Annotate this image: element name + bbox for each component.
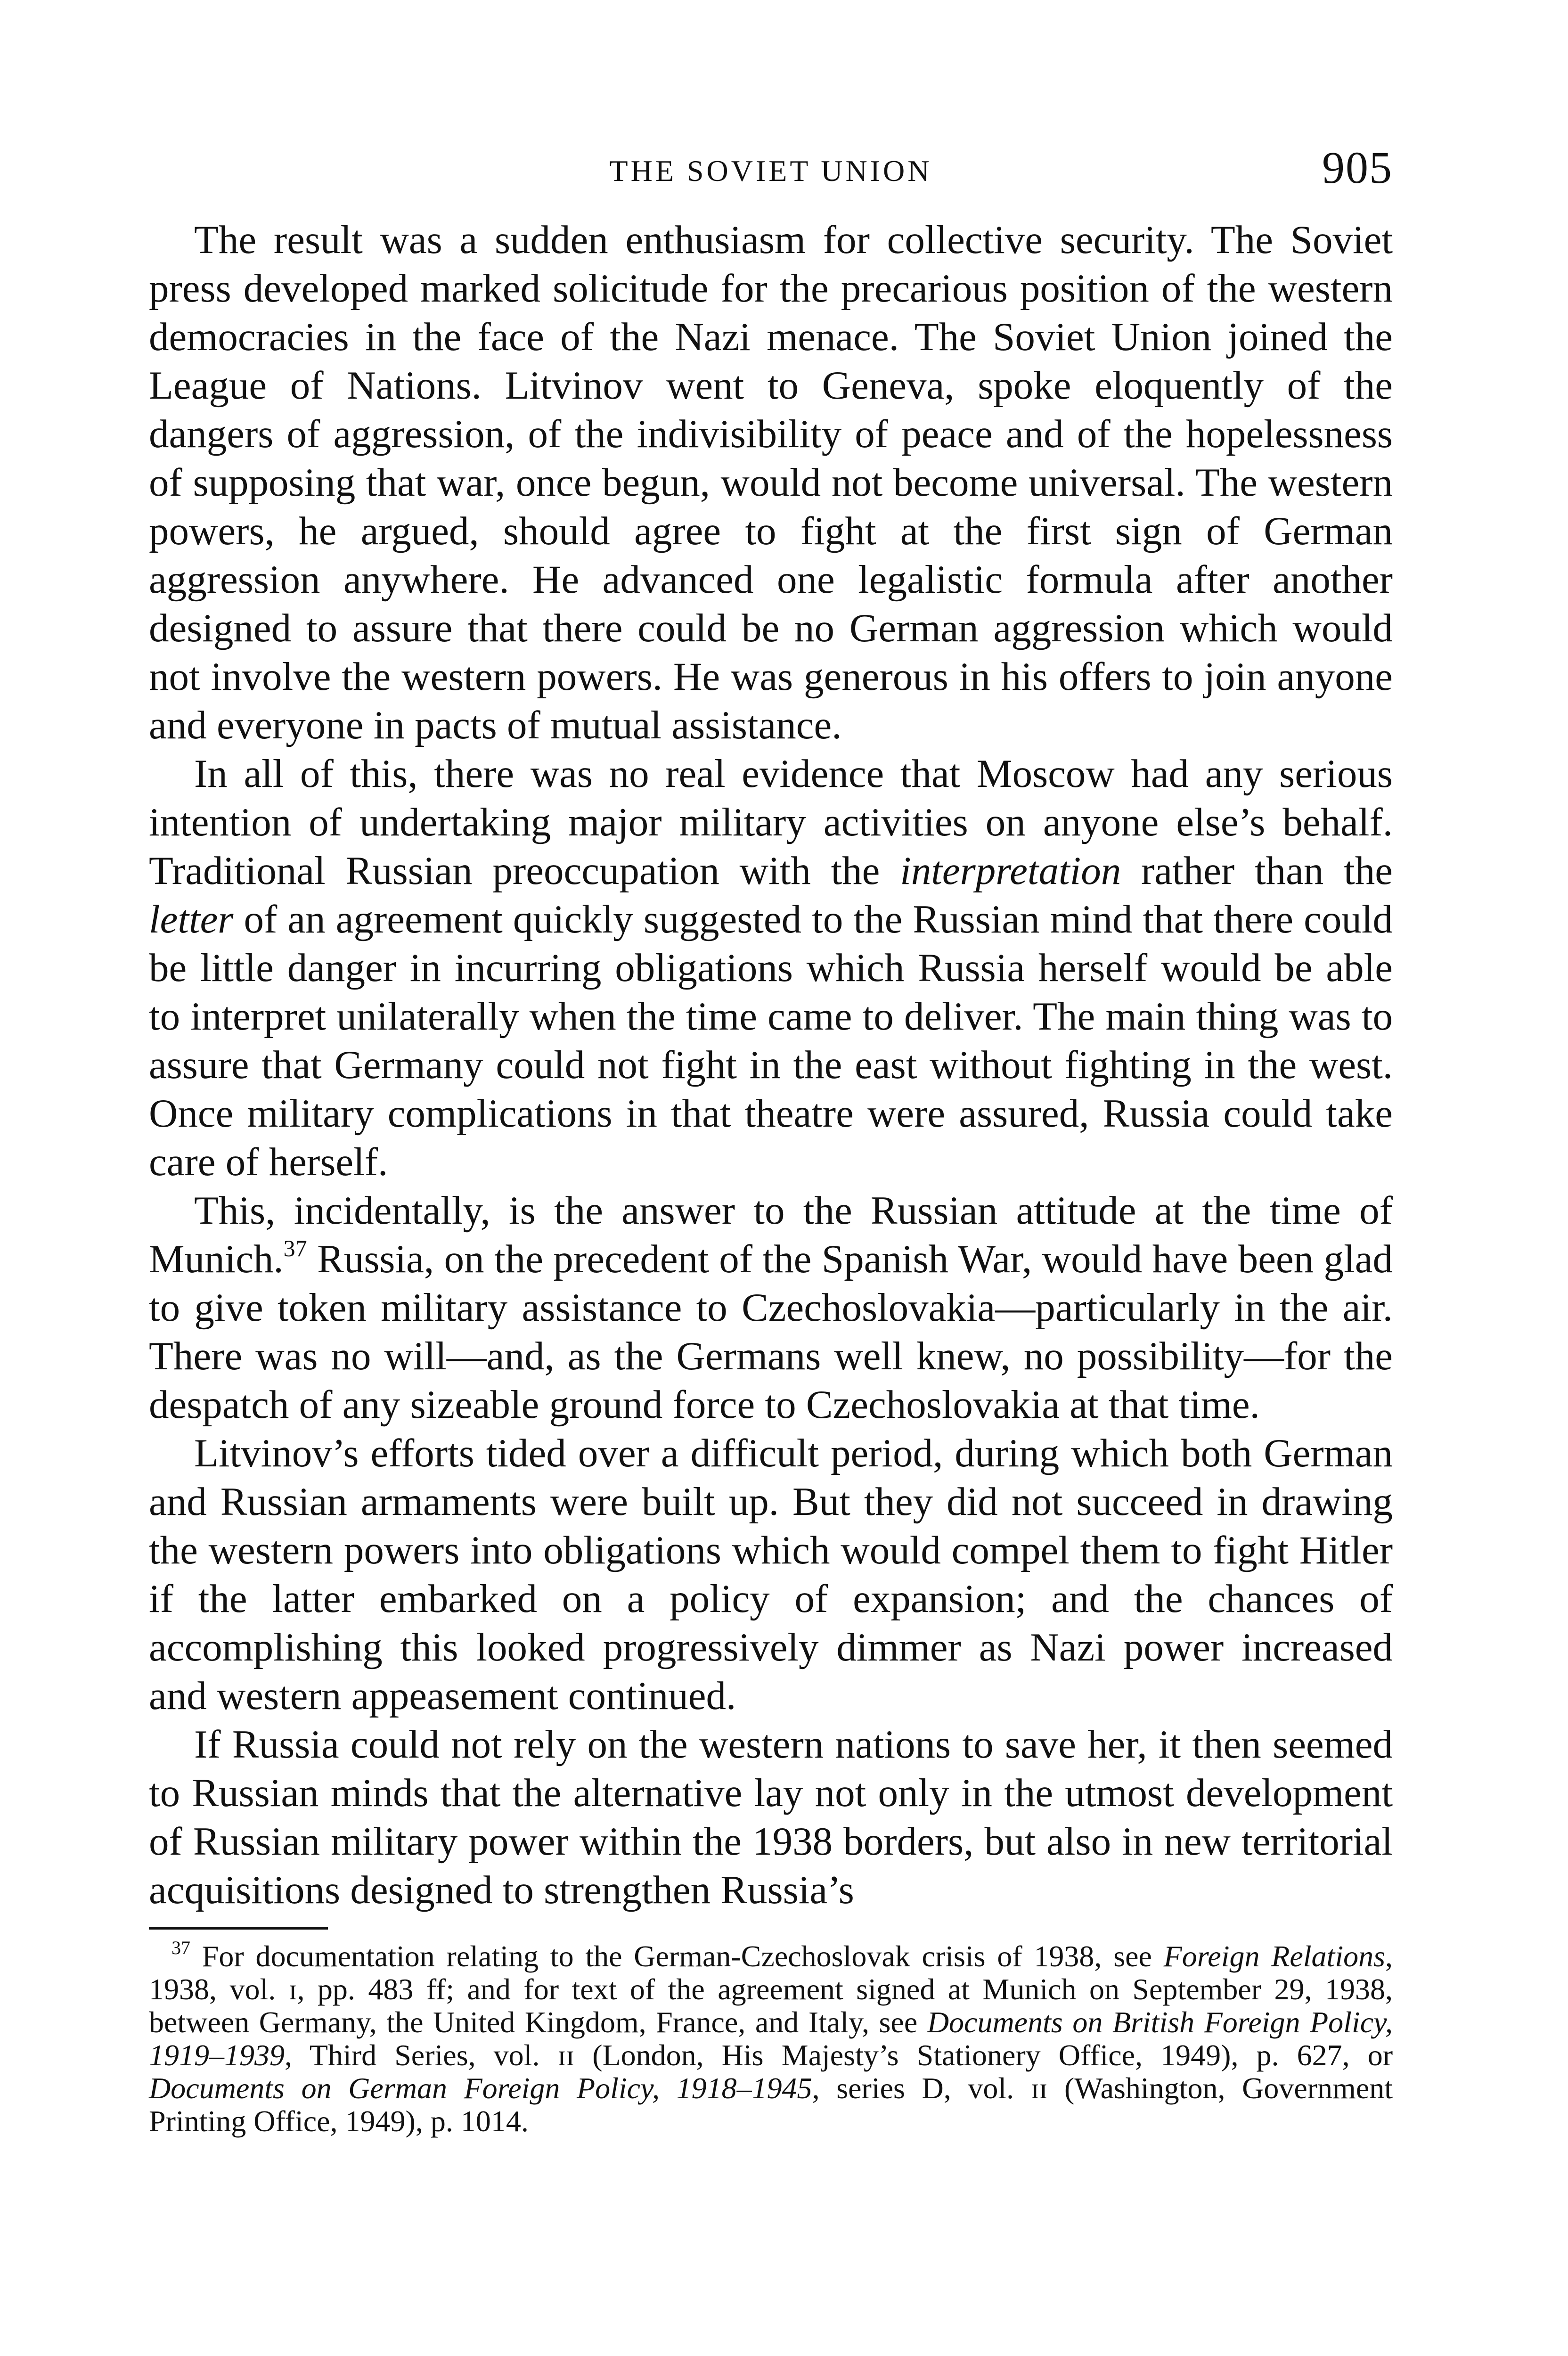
footnote-text-3: , Third Series, vol. ɪɪ (London, His Majesty’s Stationery Office, 1949), p. 627, or	[285, 2038, 1393, 2072]
paragraph-1: The result was a sudden enthusiasm for collective security. The Soviet press developed marked solicitude for the precarious position of the western democracies in the face of the Nazi menace. The Soviet Union joined the League of Nations. Litvinov went to Geneva, spoke eloquently of the dangers of aggression, of the indivisibility of peace and of the hopelessness of supposing that war, once begun, would not become universal. The western powers, he argued, should agree to fight at the first sign of German aggression anywhere. He advanced one legalistic formula after another designed to assure that there could be no German aggression which would not involve the western powers. He was generous in his offers to join anyone and everyone in pacts of mutual assistance.	[149, 218, 1393, 747]
paragraph-2-text-b: rather than the	[1121, 849, 1393, 893]
footnote-divider	[149, 1927, 328, 1930]
footnote-reference: 37	[283, 1235, 307, 1261]
paragraph-4: Litvinov’s efforts tided over a difficult period, during which both German and Russian armaments were built up. But they did not succeed in drawing the western powers into obligations which would compel them to fight Hitler if the latter embarked on a policy of expansion; and the chances of accomplishing this looked progressively dimmer as Nazi power increased and western appeasement continued.	[149, 1431, 1393, 1718]
paragraph-3-text-b: Russia, on the precedent of the Spanish War, would have been glad to give token military assistance to Czechoslovakia—particularly in the air. There was no will—and, as the Germans well knew, no possibility—for the despatch of any sizeable ground force to Czechoslovakia at that time.	[149, 1237, 1393, 1427]
page-number: 905	[1322, 142, 1393, 193]
italic-letter: letter	[149, 897, 234, 941]
footnote-italic-foreign-relations: Foreign Relations	[1163, 1939, 1385, 1973]
paragraph-3	[149, 1186, 1393, 1429]
paragraph-2-text-a: In all of this, there was no real evidence that Moscow had any serious intention of undertaking major military activities on anyone else’s behalf. Traditional Russian preoccupation with the	[149, 752, 1393, 893]
italic-interpretation: interpretation	[900, 849, 1121, 893]
footnote-text-1: For documentation relating to the German-Czechoslovak crisis of 1938, see	[190, 1939, 1164, 1973]
running-title: THE SOVIET UNION	[609, 154, 932, 188]
paragraph-2-text-c: of an agreement quickly suggested to the Russian mind that there could be little danger in incurring obligations which Russia herself would be able to interpret unilaterally when the time came to deliver. The main thing was to assure that Germany could not fight in the east without fighting in the west. Once military complications in that theatre were assured, Russia could take care of herself.	[149, 897, 1393, 1184]
running-head	[149, 141, 1393, 198]
paragraph-2	[149, 750, 1393, 1186]
footnote	[149, 1937, 1393, 2138]
book-page	[149, 141, 1393, 2356]
footnote-italic-german-documents: Documents on German Foreign Policy, 1918–1945	[149, 2071, 812, 2105]
footnote-text-2: , 1938, vol. ɪ, pp. 483 ff; and for text of the agreement signed at Munich on September 29, 1938, between Germany, the United Kingdom, France, and Italy, see	[149, 1939, 1393, 2039]
footnote-text-4: , series D, vol. ɪɪ (Washington, Government Printing Office, 1949), p. 1014.	[149, 2071, 1393, 2138]
body-text	[149, 216, 1393, 1914]
paragraph-3-text-a: This, incidentally, is the answer to the Russian attitude at the time of Munich.	[149, 1188, 1393, 1281]
paragraph-5: If Russia could not rely on the western nations to save her, it then seemed to Russian minds that the alternative lay not only in the utmost development of Russian military power within the 1938 borders, but also in new territorial acquisitions designed to strengthen Russia’s	[149, 1722, 1393, 1912]
footnote-italic-british-documents: Documents on British Foreign Policy, 1919–1939	[149, 2005, 1393, 2072]
footnote-mark: 37	[172, 1937, 190, 1958]
